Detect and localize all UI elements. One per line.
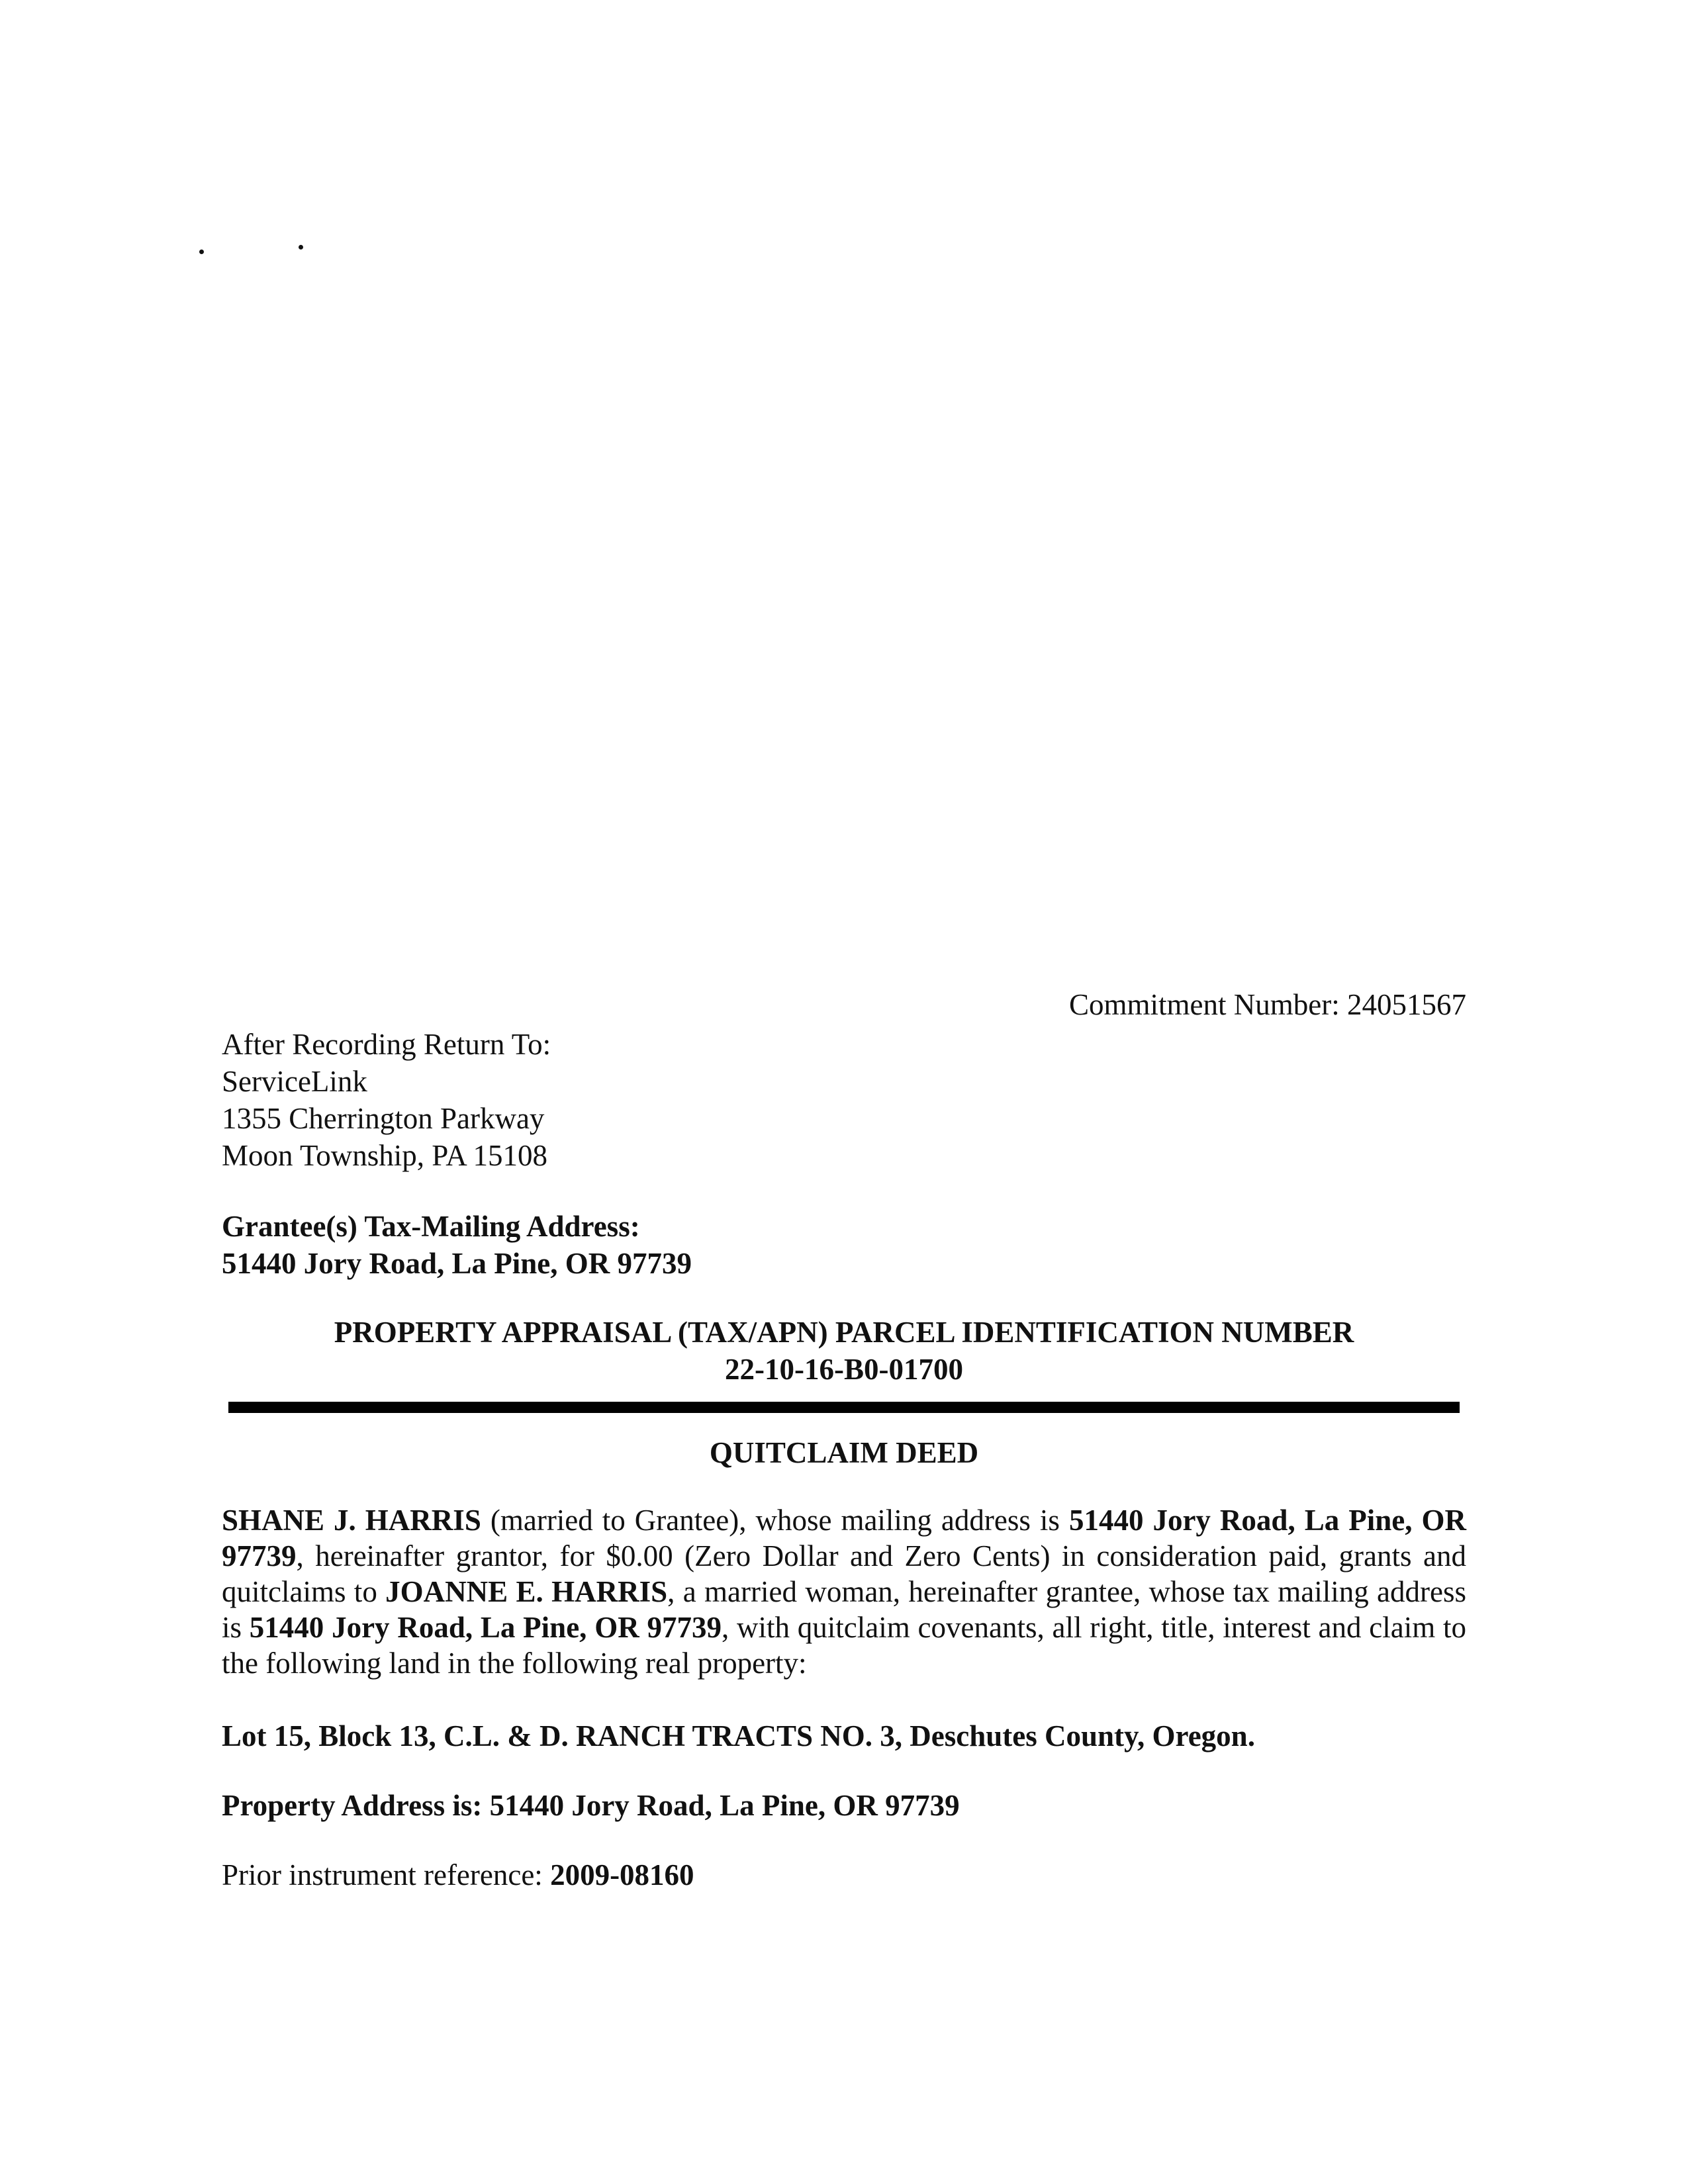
prior-instrument-value: 2009-08160 [550, 1858, 694, 1891]
return-to-street: 1355 Cherrington Parkway [222, 1102, 545, 1135]
scan-speck [199, 250, 204, 254]
deed-text-1: (married to Grantee), whose mailing address is [481, 1504, 1069, 1537]
commitment-number: 24051567 [1347, 988, 1466, 1021]
commitment-number-line [1069, 986, 1466, 1023]
prior-instrument-label: Prior instrument reference: [222, 1858, 551, 1891]
parcel-number: 22-10-16-B0-01700 [725, 1353, 963, 1386]
deed-text-3: , a married woman, hereinafter grantee, whose tax mailing address is [222, 1575, 1466, 1644]
deed-title: QUITCLAIM DEED [709, 1436, 979, 1469]
parcel-block [222, 1314, 1466, 1388]
return-to-name: ServiceLink [222, 1065, 367, 1098]
grantee-tax-block [222, 1208, 692, 1282]
grantor-name: SHANE J. HARRIS [222, 1504, 481, 1537]
grantee-tax-label: Grantee(s) Tax-Mailing Address: [222, 1210, 640, 1243]
grantor-address: 51440 Jory Road, La Pine, OR 97739 [222, 1504, 1466, 1572]
commitment-label: Commitment Number: [1069, 988, 1340, 1021]
grantee-address: 51440 Jory Road, La Pine, OR 97739 [249, 1611, 722, 1644]
legal-description: Lot 15, Block 13, C.L. & D. RANCH TRACTS NO. 3, Deschutes County, Oregon. [222, 1719, 1255, 1752]
property-address: Property Address is: 51440 Jory Road, La Pine, OR 97739 [222, 1789, 960, 1822]
return-to-label: After Recording Return To: [222, 1028, 551, 1061]
return-to-city: Moon Township, PA 15108 [222, 1139, 547, 1172]
prior-instrument-reference [222, 1856, 694, 1893]
horizontal-rule [228, 1402, 1460, 1413]
grantee-name: JOANNE E. HARRIS [385, 1575, 668, 1608]
scan-speck [299, 245, 303, 250]
deed-body-paragraph [222, 1502, 1466, 1681]
parcel-heading: PROPERTY APPRAISAL (TAX/APN) PARCEL IDENTIFICATION NUMBER [334, 1316, 1354, 1349]
deed-text-2: , hereinafter grantor, for $0.00 (Zero Dollar and Zero Cents) in consideration paid, grants and quitclaims to [222, 1539, 1466, 1608]
return-to-block [222, 1026, 551, 1174]
deed-text-4: , with quitclaim covenants, all right, title, interest and claim to the following land in the following real property: [222, 1611, 1466, 1680]
grantee-tax-address: 51440 Jory Road, La Pine, OR 97739 [222, 1247, 692, 1280]
